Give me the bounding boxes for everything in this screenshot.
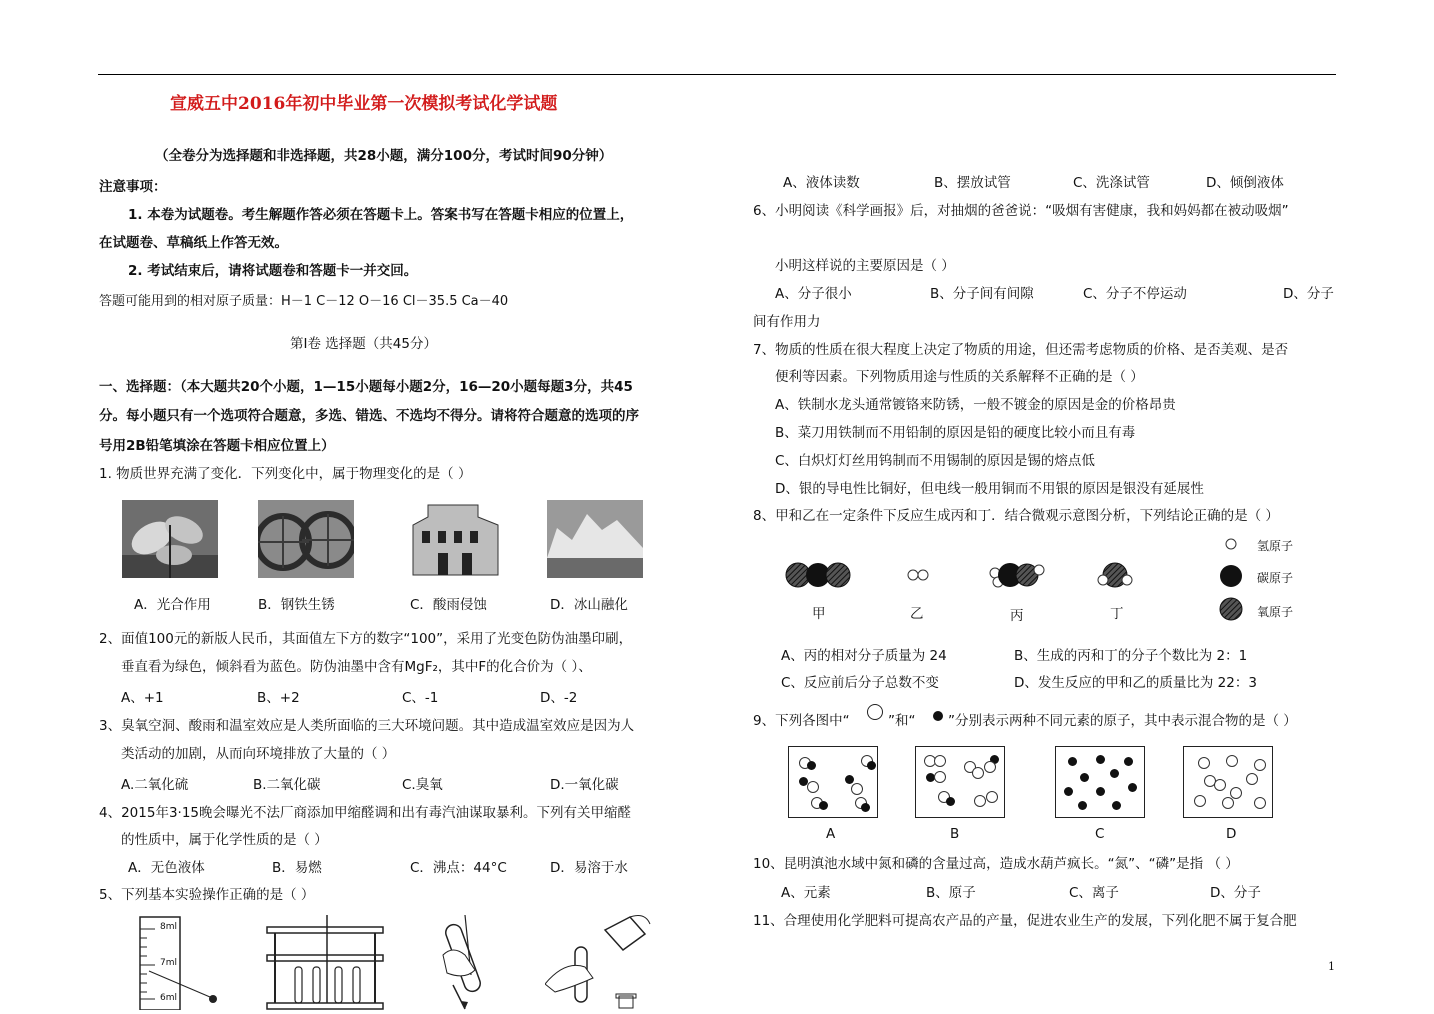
- molecule-ding: [1098, 563, 1132, 587]
- iceberg-photo-icon: [547, 500, 643, 578]
- q9-box-b: [915, 746, 1005, 818]
- molecule-yi: [908, 570, 928, 580]
- molecule-bing: [990, 563, 1044, 587]
- question-2-line1: 2、面值100元的新版人民币，其面值左下方的数字“100”，采用了光变色防伪油墨印刷，: [99, 631, 633, 647]
- molecule-label-yi: 乙: [910, 606, 924, 622]
- atomic-mass-line: 答题可能用到的相对原子质量：H－1 C－12 O－16 Cl－35.5 Ca－40: [99, 294, 509, 309]
- q5-option-c: C、洗涤试管: [1073, 175, 1150, 191]
- q6-option-a: A、分子很小: [775, 286, 852, 302]
- q8-option-a: A、丙的相对分子质量为 24: [781, 648, 947, 664]
- notes-item2: 2. 考试结束后，请将试题卷和答题卡一并交回。: [128, 263, 418, 279]
- test-tube-washing-icon: [435, 915, 515, 1010]
- q9-label-d: D: [1226, 826, 1237, 842]
- pouring-liquid-icon: [545, 912, 655, 1010]
- legend-oxygen: 氧原子: [1257, 605, 1294, 619]
- q8-legend-symbols: [1219, 532, 1249, 627]
- q7-option-d: D、银的导电性比铜好，但电线一般用铜而不用银的原因是银没有延展性: [775, 481, 1204, 497]
- q8-option-d: D、发生反应的甲和乙的质量比为 22：3: [1014, 675, 1257, 691]
- q3-option-a: A.二氧化硫: [121, 777, 189, 793]
- q6-option-d: D、分子: [1283, 286, 1334, 302]
- q7-option-b: B、菜刀用铁制而不用铅制的原因是铅的硬度比较小而且有毒: [775, 425, 1136, 441]
- page-number: 1: [1328, 960, 1335, 973]
- black-atom-icon: [932, 707, 944, 719]
- q10-option-d: D、分子: [1210, 885, 1261, 901]
- q4-option-a: A．无色液体: [128, 860, 205, 876]
- q4-option-d: D．易溶于水: [550, 860, 628, 876]
- eroded-building-photo-icon: [408, 497, 504, 575]
- q8-molecule-diagram: [780, 550, 1180, 600]
- q4-option-b: B．易燃: [272, 860, 322, 876]
- q10-option-c: C、离子: [1069, 885, 1119, 901]
- cylinder-label-7ml: 7ml: [160, 958, 177, 968]
- question-3-line2: 类活动的加剧，从而向环境排放了大量的（ ）: [121, 746, 396, 762]
- q3-option-c: C.臭氧: [402, 777, 443, 793]
- page-title: 宣威五中2016年初中毕业第一次模拟考试化学试题: [170, 94, 558, 114]
- section-instructions-2: 分。每小题只有一个选项符合题意，多选、错选、不选均不得分。请将符合题意的选项的序: [99, 408, 639, 424]
- question-6-line1: 6、小明阅读《科学画报》后，对抽烟的爸爸说：“吸烟有害健康，我和妈妈都在被动吸烟”: [753, 203, 1289, 219]
- subtitle: （全卷分为选择题和非选择题，共28小题，满分100分，考试时间90分钟）: [155, 148, 613, 164]
- q5-option-a: A、液体读数: [783, 175, 860, 191]
- notes-item1-line2: 在试题卷、草稿纸上作答无效。: [99, 235, 288, 251]
- white-atom-icon: [866, 703, 884, 721]
- section-instructions-3: 号用2B铅笔填涂在答题卡相应位置上）: [99, 438, 335, 454]
- question-6-line2: 小明这样说的主要原因是（ ）: [775, 258, 955, 274]
- q2-option-c: C、-1: [402, 690, 439, 706]
- q2-option-d: D、-2: [540, 690, 578, 706]
- q5-option-b: B、摆放试管: [934, 175, 1011, 191]
- question-7-line1: 7、物质的性质在很大程度上决定了物质的用途，但还需考虑物质的价格、是否美观、是否: [753, 342, 1289, 358]
- q9-box-a: [788, 746, 878, 818]
- question-9-part1: 9、下列各图中“: [753, 713, 850, 729]
- q8-option-c: C、反应前后分子总数不变: [781, 675, 939, 691]
- question-3-line1: 3、臭氧空洞、酸雨和温室效应是人类所面临的三大环境问题。其中造成温室效应是因为人: [99, 718, 635, 734]
- rusty-wheels-photo-icon: [258, 500, 354, 578]
- q5-option-d: D、倾倒液体: [1206, 175, 1284, 191]
- section-instructions-1: 一、选择题：（本大题共20个小题，1—15小题每小题2分，16—20小题每题3分，共45: [99, 379, 633, 395]
- q7-option-a: A、铁制水龙头通常镀铬来防锈，一般不镀金的原因是金的价格昂贵: [775, 397, 1176, 413]
- molecule-label-jia: 甲: [812, 606, 826, 622]
- molecule-label-ding: 丁: [1110, 606, 1124, 622]
- q3-option-b: B.二氧化碳: [253, 777, 321, 793]
- q9-label-c: C: [1095, 826, 1105, 842]
- question-9-part3: ”分别表示两种不同元素的原子，其中表示混合物的是（ ）: [948, 713, 1297, 729]
- q2-option-b: B、+2: [257, 690, 300, 706]
- test-tube-rack-icon: [265, 915, 385, 1010]
- q1-option-a: A．光合作用: [134, 597, 211, 613]
- notes-item1-line1: 1. 本卷为试题卷。考生解题作答必须在答题卡上。答案书写在答题卡相应的位置上，: [128, 207, 634, 223]
- q10-option-b: B、原子: [926, 885, 976, 901]
- leaf-photo-icon: [122, 500, 218, 578]
- q9-box-d: [1183, 746, 1273, 818]
- notes-heading: 注意事项：: [99, 179, 167, 195]
- question-9-part2: ”和“: [888, 713, 916, 729]
- top-rule: [98, 74, 1336, 75]
- question-4-line1: 4、2015年3·15晚会曝光不法厂商添加甲缩醛调和出有毒汽油谋取暴利。下列有关甲缩醛: [99, 805, 632, 821]
- cylinder-label-6ml: 6ml: [160, 993, 177, 1003]
- q10-option-a: A、元素: [781, 885, 831, 901]
- q4-option-c: C．沸点：44°C: [410, 860, 507, 876]
- molecule-label-bing: 丙: [1010, 608, 1024, 624]
- question-1: 1. 物质世界充满了变化．下列变化中，属于物理变化的是（ ）: [99, 466, 472, 482]
- question-4-line2: 的性质中，属于化学性质的是（ ）: [121, 832, 328, 848]
- cylinder-label-8ml: 8ml: [160, 922, 177, 932]
- q9-label-a: A: [826, 826, 836, 842]
- q3-option-d: D.一氧化碳: [550, 777, 619, 793]
- q6-option-b: B、分子间有间隙: [930, 286, 1034, 302]
- legend-hydrogen: 氢原子: [1257, 539, 1294, 553]
- question-11: 11、合理使用化学肥料可提高农产品的产量，促进农业生产的发展，下列化肥不属于复合肥: [753, 913, 1297, 929]
- molecule-jia: [786, 563, 850, 587]
- question-7-line2: 便利等因素。下列物质用途与性质的关系解释不正确的是（ ）: [775, 369, 1144, 385]
- q6-option-d-tail: 间有作用力: [753, 314, 821, 330]
- q1-option-c: C．酸雨侵蚀: [410, 597, 487, 613]
- q9-box-c: [1055, 746, 1145, 818]
- question-10: 10、昆明滇池水域中氮和磷的含量过高，造成水葫芦疯长。“氮”、“磷”是指 （ ）: [753, 856, 1239, 872]
- q6-option-c: C、分子不停运动: [1083, 286, 1187, 302]
- q9-label-b: B: [950, 826, 960, 842]
- q7-option-c: C、白炽灯灯丝用钨制而不用锡制的原因是锡的熔点低: [775, 453, 1095, 469]
- question-2-line2: 垂直看为绿色，倾斜看为蓝色。防伪油墨中含有MgF₂，其中F的化合价为（ ）、: [121, 659, 592, 675]
- legend-carbon: 碳原子: [1257, 571, 1294, 585]
- question-8: 8、甲和乙在一定条件下反应生成丙和丁．结合微观示意图分析，下列结论正确的是（ ）: [753, 508, 1279, 524]
- section-heading: 第Ⅰ卷 选择题（共45分）: [290, 336, 437, 352]
- q1-option-b: B．钢铁生锈: [258, 597, 335, 613]
- question-5: 5、下列基本实验操作正确的是（ ）: [99, 887, 315, 903]
- q1-option-d: D．冰山融化: [550, 597, 628, 613]
- graduated-cylinder-icon: [135, 915, 235, 1010]
- q2-option-a: A、+1: [121, 690, 164, 706]
- q8-option-b: B、生成的丙和丁的分子个数比为 2：1: [1014, 648, 1248, 664]
